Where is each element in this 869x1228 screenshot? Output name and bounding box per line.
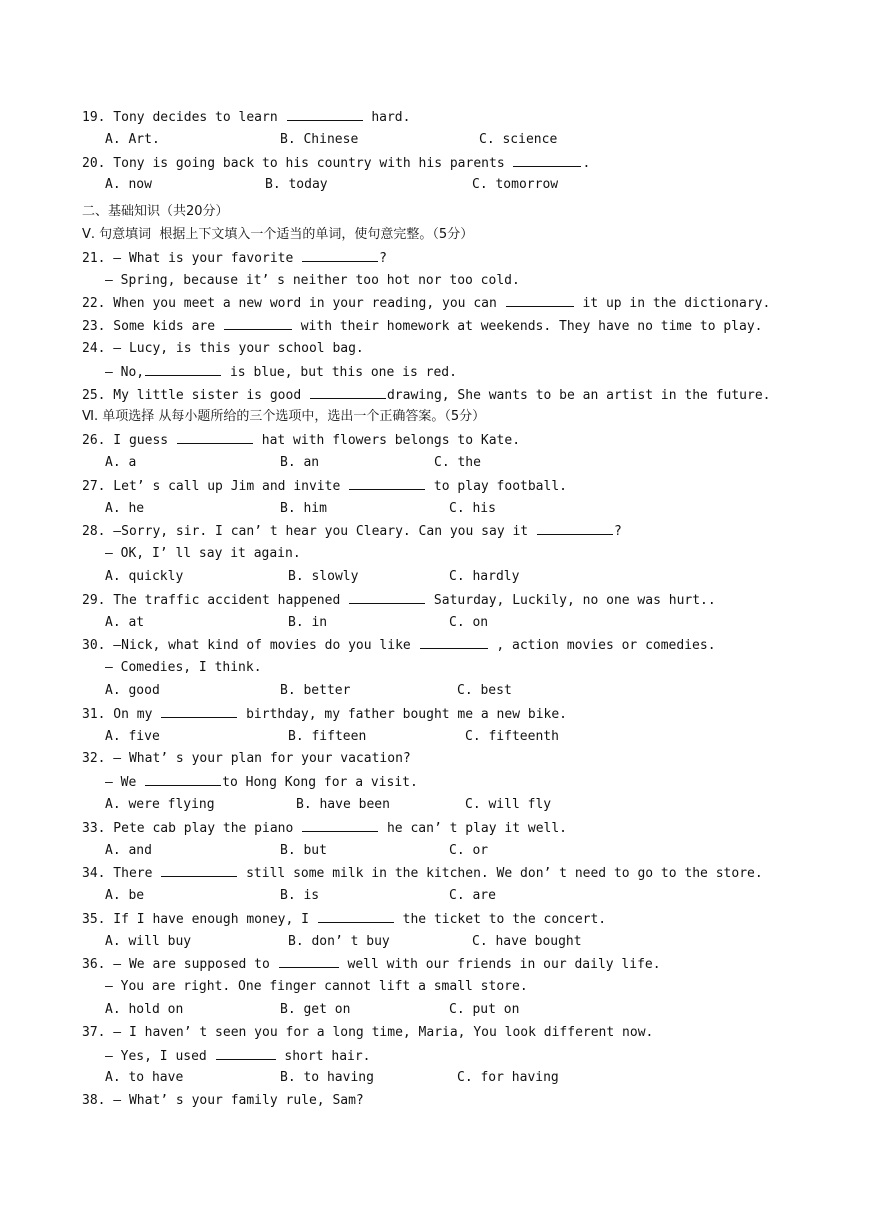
answer-blank[interactable] bbox=[287, 106, 363, 121]
options-36 bbox=[82, 999, 782, 1022]
question-36: 36. — We are supposed to well with our friends in our daily life. bbox=[82, 953, 782, 976]
answer-blank[interactable] bbox=[506, 292, 574, 307]
option-b[interactable]: B. have been bbox=[296, 796, 390, 812]
question-26: 26. I guess hat with flowers belongs to Kate. bbox=[82, 429, 782, 452]
question-30-reply: — Comedies, I think. bbox=[105, 660, 262, 676]
section-heading-6: Ⅵ. 单项选择 从每小题所给的三个选项中，选出一个正确答案。（5分） bbox=[82, 409, 486, 425]
options-27 bbox=[82, 498, 782, 521]
option-c[interactable]: C. best bbox=[457, 682, 512, 698]
question-28: 28. —Sorry, sir. I can’ t hear you Cleary. Can you say it ? bbox=[82, 520, 782, 543]
answer-blank[interactable] bbox=[349, 589, 425, 604]
options-26 bbox=[82, 452, 782, 475]
option-a[interactable]: A. to have bbox=[105, 1070, 184, 1086]
answer-blank[interactable] bbox=[216, 1045, 276, 1060]
options-29 bbox=[82, 612, 782, 635]
option-c[interactable]: C. put on bbox=[449, 1002, 520, 1018]
option-c[interactable]: C. science bbox=[479, 131, 558, 147]
option-b[interactable]: B. slowly bbox=[288, 568, 359, 584]
answer-blank[interactable] bbox=[302, 247, 378, 262]
question-22: 22. When you meet a new word in your reading, you can it up in the dictionary. bbox=[82, 292, 782, 315]
option-b[interactable]: B. get on bbox=[280, 1002, 351, 1018]
option-b[interactable]: B. to having bbox=[280, 1070, 374, 1086]
question-29: 29. The traffic accident happened Saturday, Luckily, no one was hurt.. bbox=[82, 589, 782, 612]
section-heading-5: Ⅴ. 句意填词 根据上下文填入一个适当的单词，使句意完整。（5分） bbox=[82, 226, 474, 242]
option-c[interactable]: C. the bbox=[434, 454, 481, 470]
option-c[interactable]: C. tomorrow bbox=[472, 177, 559, 193]
option-a[interactable]: A. good bbox=[105, 682, 160, 698]
question-33: 33. Pete cab play the piano he can’ t play it well. bbox=[82, 817, 782, 840]
question-35: 35. If I have enough money, I the ticket to the concert. bbox=[82, 908, 782, 931]
option-a[interactable]: A. and bbox=[105, 842, 152, 858]
option-c[interactable]: C. for having bbox=[457, 1070, 559, 1086]
option-a[interactable]: A. now bbox=[105, 177, 152, 193]
answer-blank[interactable] bbox=[145, 771, 221, 786]
option-c[interactable]: C. hardly bbox=[449, 568, 520, 584]
question-25: 25. My little sister is good drawing, She wants to be an artist in the future. bbox=[82, 384, 782, 407]
answer-blank[interactable] bbox=[161, 703, 237, 718]
exam-page bbox=[82, 106, 782, 1113]
option-c[interactable]: C. are bbox=[449, 888, 496, 904]
option-b[interactable]: B. is bbox=[280, 888, 320, 904]
option-a[interactable]: A. were flying bbox=[105, 796, 215, 812]
question-37-reply: — Yes, I used short hair. bbox=[82, 1045, 782, 1068]
options-37 bbox=[82, 1067, 782, 1090]
option-b[interactable]: B. an bbox=[280, 454, 320, 470]
question-32: 32. — What’ s your plan for your vacation? bbox=[82, 751, 411, 767]
option-a[interactable]: A. at bbox=[105, 614, 145, 630]
answer-blank[interactable] bbox=[318, 908, 394, 923]
option-c[interactable]: C. will fly bbox=[465, 796, 552, 812]
option-a[interactable]: A. he bbox=[105, 500, 145, 516]
options-33 bbox=[82, 840, 782, 863]
option-c[interactable]: C. on bbox=[449, 614, 489, 630]
options-31 bbox=[82, 726, 782, 749]
options-32 bbox=[82, 794, 782, 817]
option-b[interactable]: B. Chinese bbox=[280, 131, 359, 147]
options-19 bbox=[82, 129, 782, 152]
question-34: 34. There still some milk in the kitchen. We don’ t need to go to the store. bbox=[82, 862, 782, 885]
option-a[interactable]: A. Art. bbox=[105, 131, 160, 147]
answer-blank[interactable] bbox=[161, 862, 237, 877]
option-b[interactable]: B. him bbox=[280, 500, 327, 516]
option-a[interactable]: A. hold on bbox=[105, 1002, 184, 1018]
question-37: 37. — I haven’ t seen you for a long time, Maria, You look different now. bbox=[82, 1024, 654, 1040]
option-b[interactable]: B. today bbox=[265, 177, 328, 193]
option-c[interactable]: C. his bbox=[449, 500, 496, 516]
option-c[interactable]: C. fifteenth bbox=[465, 728, 559, 744]
option-a[interactable]: A. quickly bbox=[105, 568, 184, 584]
options-34 bbox=[82, 885, 782, 908]
question-30: 30. —Nick, what kind of movies do you like , action movies or comedies. bbox=[82, 634, 782, 657]
answer-blank[interactable] bbox=[310, 384, 386, 399]
option-b[interactable]: B. but bbox=[280, 842, 327, 858]
question-31: 31. On my birthday, my father bought me a new bike. bbox=[82, 703, 782, 726]
option-a[interactable]: A. five bbox=[105, 728, 160, 744]
question-24: 24. — Lucy, is this your school bag. bbox=[82, 340, 364, 356]
answer-blank[interactable] bbox=[145, 361, 221, 376]
option-a[interactable]: A. will buy bbox=[105, 933, 192, 949]
option-c[interactable]: C. or bbox=[449, 842, 489, 858]
answer-blank[interactable] bbox=[279, 953, 339, 968]
answer-blank[interactable] bbox=[177, 429, 253, 444]
question-23: 23. Some kids are with their homework at weekends. They have no time to play. bbox=[82, 315, 782, 338]
question-36-reply: — You are right. One finger cannot lift a small store. bbox=[105, 979, 528, 995]
question-24-reply: — No, is blue, but this one is red. bbox=[82, 361, 782, 384]
question-38: 38. — What’ s your family rule, Sam? bbox=[82, 1093, 364, 1109]
question-19: 19. Tony decides to learn hard. bbox=[82, 106, 782, 129]
option-b[interactable]: B. don’ t buy bbox=[288, 933, 390, 949]
options-35 bbox=[82, 931, 782, 954]
options-30 bbox=[82, 680, 782, 703]
question-28-reply: — OK, I’ ll say it again. bbox=[105, 546, 301, 562]
question-27: 27. Let’ s call up Jim and invite to play football. bbox=[82, 475, 782, 498]
answer-blank[interactable] bbox=[302, 817, 378, 832]
question-32-reply: — We to Hong Kong for a visit. bbox=[82, 771, 782, 794]
option-b[interactable]: B. fifteen bbox=[288, 728, 367, 744]
section-heading-2: 二、基础知识（共20分） bbox=[82, 204, 229, 220]
answer-blank[interactable] bbox=[224, 315, 292, 330]
option-c[interactable]: C. have bought bbox=[472, 933, 582, 949]
answer-blank[interactable] bbox=[420, 634, 488, 649]
question-20: 20. Tony is going back to his country with his parents . bbox=[82, 152, 782, 175]
options-28 bbox=[82, 566, 782, 589]
option-b[interactable]: B. in bbox=[288, 614, 328, 630]
option-a[interactable]: A. be bbox=[105, 888, 145, 904]
question-21-reply: — Spring, because it’ s neither too hot nor too cold. bbox=[105, 272, 520, 288]
answer-blank[interactable] bbox=[537, 520, 613, 535]
option-b[interactable]: B. better bbox=[280, 682, 351, 698]
question-21: 21. — What is your favorite ? bbox=[82, 247, 782, 270]
answer-blank[interactable] bbox=[513, 152, 581, 167]
option-a[interactable]: A. a bbox=[105, 454, 137, 470]
options-20 bbox=[82, 174, 782, 197]
answer-blank[interactable] bbox=[349, 475, 425, 490]
